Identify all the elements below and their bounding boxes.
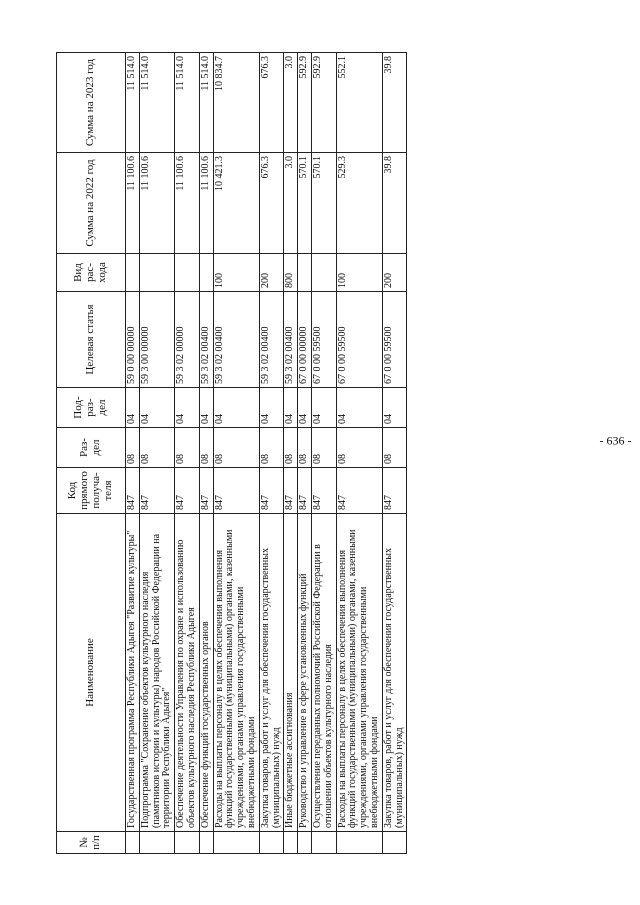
- table-row: [175, 53, 200, 854]
- cell-podrazdel: 04: [139, 388, 174, 428]
- header-sum2023: Сумма на 2023 год: [57, 53, 126, 153]
- cell-num: [382, 832, 407, 854]
- cell-vid: 200: [259, 254, 284, 292]
- cell-statya: 59 3 02 00400: [199, 292, 213, 388]
- cell-sum2022: 570.1: [311, 153, 336, 254]
- cell-statya: 59 0 00 00000: [126, 292, 140, 388]
- cell-name: Государственная программа Республики Адыгея "Развитие культуры": [126, 514, 140, 832]
- cell-name: Расходы на выплаты персоналу в целях обеспечения выполнения функций государственными (муниципальными) органами, казенными учреждениями, органами управления государственными внебюджетными фондами: [213, 514, 259, 832]
- cell-podrazdel: 04: [175, 388, 200, 428]
- cell-vid: [199, 254, 213, 292]
- cell-name: Расходы на выплаты персоналу в целях обеспечения выполнения функций государственными (муниципальными) органами, казенными учреждениями, органами управления государственными внебюджетными фондами: [336, 514, 382, 832]
- cell-razdel: 08: [199, 428, 213, 468]
- cell-podrazdel: 04: [382, 388, 407, 428]
- cell-sum2022: 11 100.6: [126, 153, 140, 254]
- cell-razdel: 08: [298, 428, 312, 468]
- cell-sum2022: 3.0: [284, 153, 298, 254]
- cell-sum2022: 570.1: [298, 153, 312, 254]
- cell-code: 847: [213, 468, 259, 514]
- cell-num: [199, 832, 213, 854]
- cell-sum2023: 592.9: [311, 53, 336, 153]
- cell-statya: 67 0 00 59500: [382, 292, 407, 388]
- cell-sum2023: 11 514.0: [199, 53, 213, 153]
- header-statya: Целевая статья: [57, 292, 126, 388]
- header-code: Код прямого получа-теля: [57, 468, 126, 514]
- cell-name: Закупка товаров, работ и услуг для обеспечения государственных (муниципальных) нужд: [382, 514, 407, 832]
- cell-code: 847: [336, 468, 382, 514]
- cell-sum2023: 10 834.7: [213, 53, 259, 153]
- cell-sum2022: 11 100.6: [199, 153, 213, 254]
- cell-code: 847: [259, 468, 284, 514]
- header-sum2022: Сумма на 2022 год: [57, 153, 126, 254]
- table-header-row: [57, 53, 126, 854]
- cell-vid: 100: [336, 254, 382, 292]
- cell-podrazdel: 04: [284, 388, 298, 428]
- cell-vid: 100: [213, 254, 259, 292]
- cell-code: 847: [382, 468, 407, 514]
- header-vid: Вид рас-хода: [57, 254, 126, 292]
- cell-sum2022: 11 100.6: [139, 153, 174, 254]
- cell-podrazdel: 04: [311, 388, 336, 428]
- table-row: [311, 53, 336, 854]
- table-row: [259, 53, 284, 854]
- table-row: [298, 53, 312, 854]
- cell-statya: 67 0 00 00000: [298, 292, 312, 388]
- cell-name: Закупка товаров, работ и услуг для обеспечения государственных (муниципальных) нужд: [259, 514, 284, 832]
- cell-razdel: 08: [139, 428, 174, 468]
- header-podrazdel: Под-раз-дел: [57, 388, 126, 428]
- cell-code: 847: [298, 468, 312, 514]
- cell-razdel: 08: [126, 428, 140, 468]
- table-row: [284, 53, 298, 854]
- cell-podrazdel: 04: [298, 388, 312, 428]
- cell-vid: [139, 254, 174, 292]
- cell-code: 847: [284, 468, 298, 514]
- cell-statya: 59 3 02 00400: [284, 292, 298, 388]
- cell-statya: 59 3 02 00400: [213, 292, 259, 388]
- cell-sum2023: 39.8: [382, 53, 407, 153]
- cell-sum2023: 11 514.0: [126, 53, 140, 153]
- cell-sum2023: 552.1: [336, 53, 382, 153]
- cell-podrazdel: 04: [336, 388, 382, 428]
- table-row: [139, 53, 174, 854]
- table-row: [382, 53, 407, 854]
- cell-sum2022: 676.3: [259, 153, 284, 254]
- cell-razdel: 08: [175, 428, 200, 468]
- table-row: [199, 53, 213, 854]
- cell-statya: 67 0 00 59500: [311, 292, 336, 388]
- cell-razdel: 08: [311, 428, 336, 468]
- cell-num: [213, 832, 259, 854]
- cell-name: Подпрограмма "Сохранение объектов культурного наследия (памятников истории и культуры) народов Российской Федерации на территории Республики Адыгея": [139, 514, 174, 832]
- cell-num: [139, 832, 174, 854]
- cell-razdel: 08: [284, 428, 298, 468]
- header-num: № п/п: [57, 832, 126, 854]
- cell-code: 847: [139, 468, 174, 514]
- cell-vid: [126, 254, 140, 292]
- cell-num: [311, 832, 336, 854]
- cell-statya: 59 3 02 00400: [259, 292, 284, 388]
- cell-sum2022: 10 421.3: [213, 153, 259, 254]
- cell-razdel: 08: [382, 428, 407, 468]
- cell-sum2022: 529.3: [336, 153, 382, 254]
- page-number: - 636 -: [599, 433, 632, 448]
- cell-num: [175, 832, 200, 854]
- cell-statya: 59 3 00 00000: [139, 292, 174, 388]
- cell-razdel: 08: [336, 428, 382, 468]
- cell-sum2023: 11 514.0: [175, 53, 200, 153]
- cell-statya: 67 0 00 59500: [336, 292, 382, 388]
- header-razdel: Раз-дел: [57, 428, 126, 468]
- table-row: [213, 53, 259, 854]
- budget-table: [56, 52, 407, 854]
- cell-vid: [175, 254, 200, 292]
- cell-razdel: 08: [213, 428, 259, 468]
- cell-num: [298, 832, 312, 854]
- cell-name: Обеспечение функций государственных органов: [199, 514, 213, 832]
- cell-code: 847: [175, 468, 200, 514]
- cell-podrazdel: 04: [259, 388, 284, 428]
- header-name: Наименование: [57, 514, 126, 832]
- cell-vid: [298, 254, 312, 292]
- cell-vid: 200: [382, 254, 407, 292]
- cell-statya: 59 3 02 00000: [175, 292, 200, 388]
- cell-name: Обеспечение деятельности Управления по охране и использованию объектов культурного наследия Республики Адыгея: [175, 514, 200, 832]
- cell-vid: 800: [284, 254, 298, 292]
- cell-name: Иные бюджетные ассигнования: [284, 514, 298, 832]
- cell-code: 847: [199, 468, 213, 514]
- cell-num: [126, 832, 140, 854]
- cell-sum2022: 11 100.6: [175, 153, 200, 254]
- cell-sum2023: 11 514.0: [139, 53, 174, 153]
- cell-num: [336, 832, 382, 854]
- cell-name: Осуществление переданных полномочий Российской Федерации в отношении объектов культурного наследия: [311, 514, 336, 832]
- table-row: [336, 53, 382, 854]
- cell-code: 847: [126, 468, 140, 514]
- cell-vid: [311, 254, 336, 292]
- cell-sum2023: 676.3: [259, 53, 284, 153]
- cell-sum2023: 592.9: [298, 53, 312, 153]
- cell-sum2023: 3.0: [284, 53, 298, 153]
- cell-code: 847: [311, 468, 336, 514]
- cell-num: [284, 832, 298, 854]
- cell-podrazdel: 04: [199, 388, 213, 428]
- table-row: [126, 53, 140, 854]
- cell-razdel: 08: [259, 428, 284, 468]
- cell-sum2022: 39.8: [382, 153, 407, 254]
- cell-podrazdel: 04: [126, 388, 140, 428]
- cell-name: Руководство и управление в сфере установленных функций: [298, 514, 312, 832]
- cell-num: [259, 832, 284, 854]
- cell-podrazdel: 04: [213, 388, 259, 428]
